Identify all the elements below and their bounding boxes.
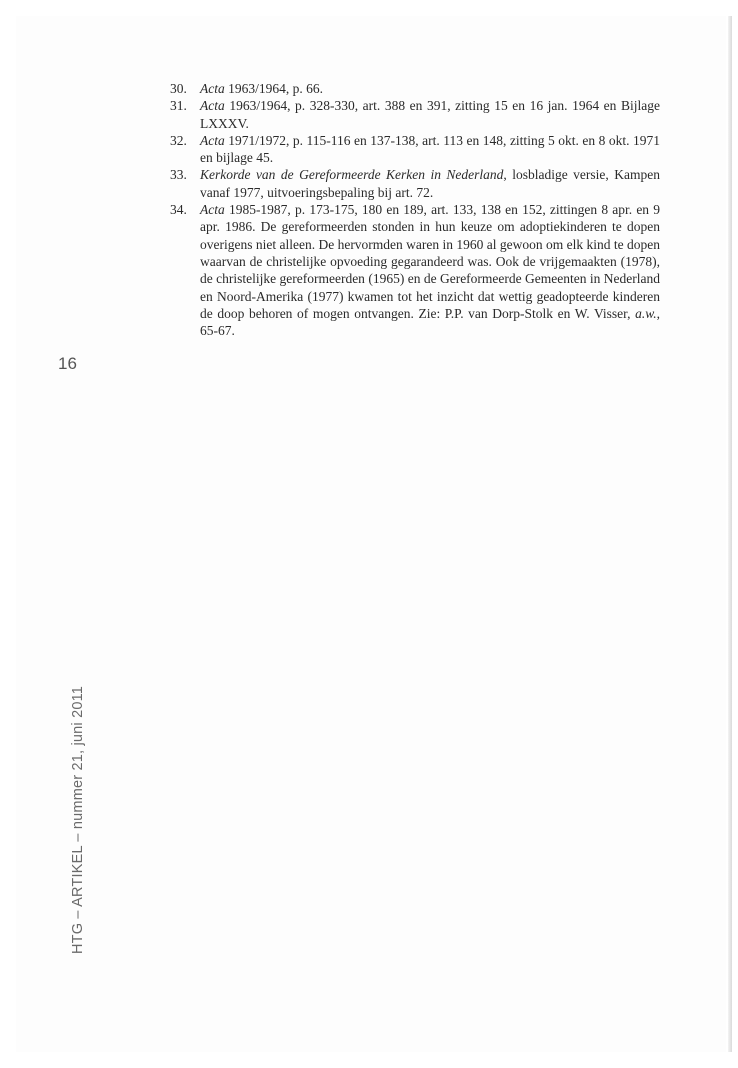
- footnote: [170, 97, 660, 132]
- footnote: [170, 201, 660, 339]
- running-head: HTG – ARTIKEL – nummer 21, juni 2011: [70, 685, 86, 954]
- footnote-text: 1963/1964, p. 328-330, art. 388 en 391, zitting 15 en 16 jan. 1964 en Bijlage LXXXV.: [200, 98, 660, 131]
- footnote-title: Acta: [200, 98, 225, 114]
- footnote-text: , losbladige versie, Kampen vanaf 1977, uitvoeringsbepaling bij art. 72.: [200, 167, 660, 200]
- footnote: [170, 166, 660, 201]
- footnote-number: 34.: [170, 202, 187, 218]
- page-number: 16: [58, 354, 77, 373]
- footnote-number: 33.: [170, 167, 187, 183]
- footnote-text: 1971/1972, p. 115-116 en 137-138, art. 113 en 148, zitting 5 okt. en 8 okt. 1971 en bijlage 45.: [200, 132, 660, 166]
- footnote-text: 1963/1964, p. 66.: [224, 81, 324, 96]
- footnote-number: 30.: [170, 81, 187, 96]
- footnote-abbrev: a.w.: [635, 305, 657, 321]
- footnote-text-end: , 65-67.: [200, 305, 660, 339]
- footnote-number: 32.: [170, 132, 187, 148]
- page-edge: [728, 16, 732, 1052]
- footnote-title: Acta: [200, 132, 225, 148]
- footnote-title: Kerkorde van de Gereformeerde Kerken in Nederland: [200, 167, 504, 183]
- footnote-number: 31.: [170, 98, 187, 114]
- footnote: [170, 80, 660, 97]
- footnote-text: 1985-1987, p. 173-175, 180 en 189, art. 133, 138 en 152, zittingen 8 apr. en 9 apr. 1986. De gereformeerden stonden in hun keuze om adoptiekinderen te dopen overigens niet alleen. De hervormden waren in 1960 al gewoon om elk kind te dopen waarvan de christelijke opvoeding gegarandeerd was. Ook de vrijgemaakten (1978), de christelijke gereformeerden (1965) en de Gereformeerde Gemeenten in Nederland en Noord-Amerika (1977) kwamen tot het inzicht dat wettig geadopteerde kinderen de doop behoren of mogen ontvangen. Zie: P.P. van Dorp-Stolk en W. Visser,: [200, 202, 660, 321]
- footnote-title: Acta: [200, 81, 225, 96]
- footnote-title: Acta: [200, 202, 225, 218]
- footnote: [170, 132, 660, 167]
- footnotes: [170, 80, 660, 339]
